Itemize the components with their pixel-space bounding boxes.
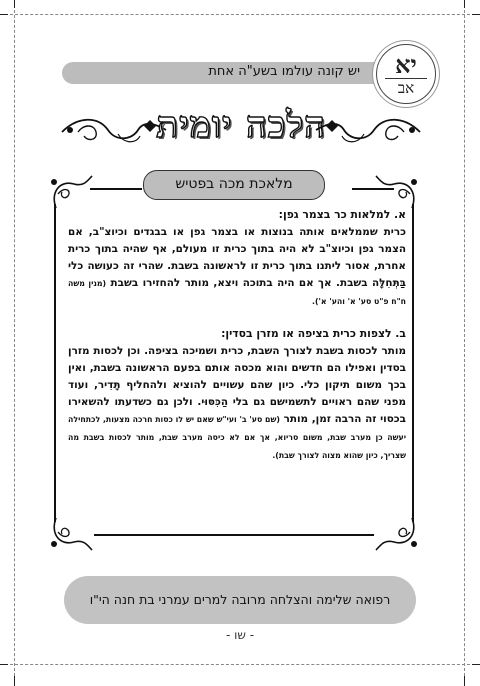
frame-left-rule [54,204,56,522]
crop-mark [472,14,480,15]
section-title: מלאכת מכה בפטיש [175,176,293,192]
cut-line-bottom [0,664,480,665]
section-body-1 [68,224,406,311]
cut-line-right [464,0,465,686]
running-header [62,62,390,84]
crop-mark [0,664,8,665]
halacha-content [68,207,406,465]
corner-ornament-icon [374,512,424,554]
dedication-band [64,576,416,624]
crop-mark [14,676,15,686]
page-title: הלכה יומית [156,104,326,146]
section-heading-1: א. למלאות כר בצמר גפן: [278,208,406,221]
crop-mark [0,14,8,15]
section-heading-2: ב. לצפות כרית בציפה או מזרן בסדין: [221,327,406,341]
cut-line-top [0,14,480,15]
date-seal [376,44,436,104]
flourish-right-icon [314,110,424,150]
section-title-badge [143,170,325,200]
crop-mark [14,0,15,8]
crop-mark [472,664,480,665]
frame-bottom-rule [94,534,374,536]
section-body-2 [68,343,406,464]
date-month: אב [397,79,415,97]
crop-mark [464,676,465,686]
corner-ornament-icon [44,512,94,554]
frame-top-rule [90,188,142,190]
title-block [58,100,424,160]
cut-line-left [14,0,15,686]
section-body-text: מותר לכסות בשבת לצורך השבת, כרית ושמיכה בציפה. וכן לכסות מזרן בסדין ואפילו הם חדשים והוא מכסה אותם בפעם הראשונה בשבת, ואין בכך משום תיקון כלי. כיון שהם עשויים להוציא ולהחליף תָּדִיר, ועוד מפני שהם ראויים לתשמישם גם בלי הַכִּסּוּי. ולכן גם כשדעתו להשאירו בכסוי זה הרבה זמן, מותר [68,345,406,425]
running-title: יש קונה עולמו בשע"ה אחת [208,64,360,79]
crop-mark [464,0,465,8]
corner-ornament-icon [44,172,94,212]
source-citation: (מנין משה ח"ח פ"ט סע' א' והע' א'). [68,278,406,306]
source-citation: (שם סע' ב' ועי"ש שאם יש לו כסות חרכה מצעות, לכתחילה יעשה כן מערב שבת, משום סריוא, אך אם לא כיסה מערב שבת, מותר לכסות בשבת מה שצריך, כיון שהוא מצוה לצורך שבת). [68,414,406,460]
date-day: יא [395,50,417,79]
dedication-text: רפואה שלימה והצלחה מרובה למרים עמרני בת חנה הי"ו [89,592,391,607]
section-body-text: כרית שממלאים אותה בנוצות או בצמר גפן או בבגדים וכיוצ"ב, אם הצמר גפן וכיוצ"ב לא היה בתוך כרית זו מעולם, אף שהיה בתוך כרית אחרת, אסור ליתנו בתוך כרית זו לראשונה בשבת. שהרי זה כעושה כלי בַּתְּחִלָּה בשבת. אך אם היה בתוכה ויצא, מותר להחזירו בשבת [68,225,407,289]
corner-ornament-icon [374,172,424,212]
page-number: - שו - [225,628,255,642]
frame-right-rule [412,204,414,522]
